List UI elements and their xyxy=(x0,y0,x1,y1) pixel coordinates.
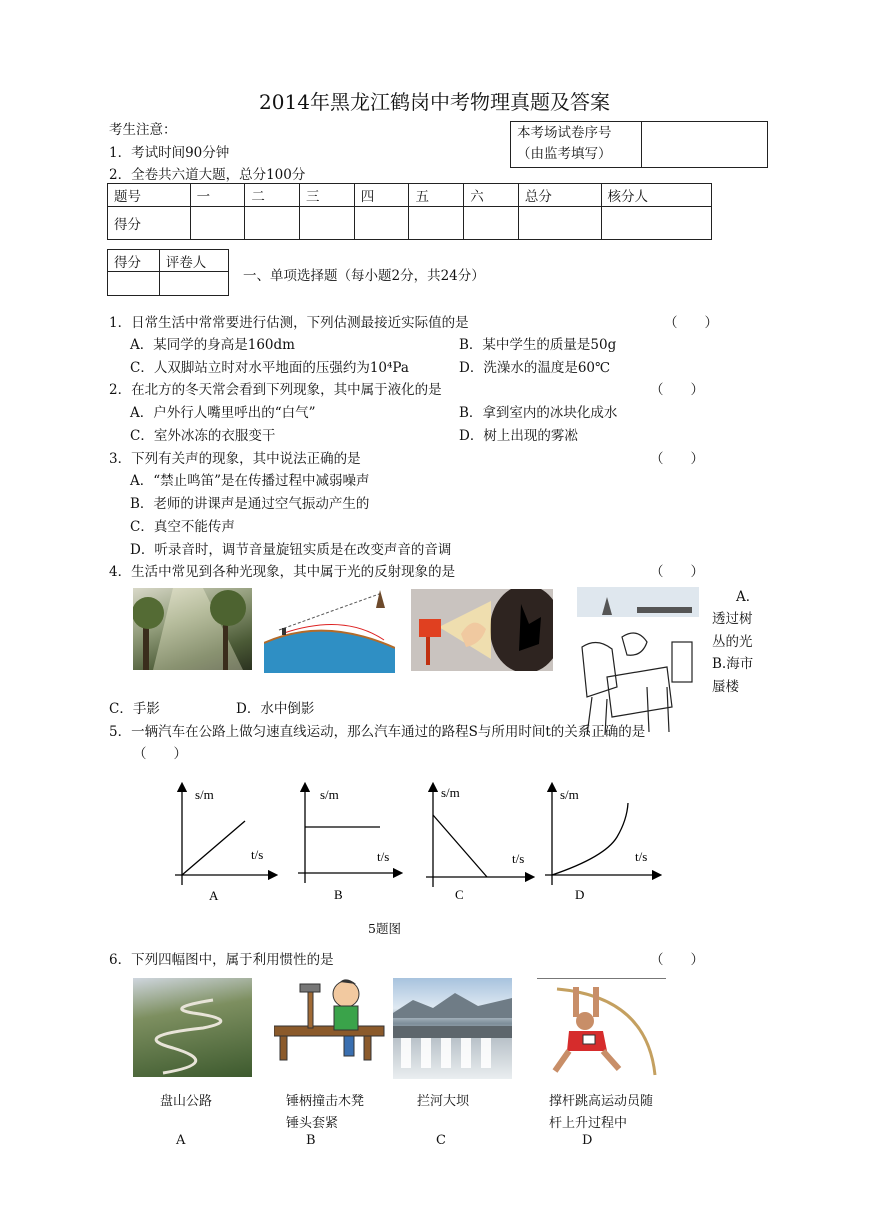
q1-option-d: D．洗澡水的温度是60℃ xyxy=(459,360,611,376)
q1-option-b: B．某中学生的质量是50g xyxy=(459,337,617,353)
q2-option-d: D．树上出现的雾凇 xyxy=(459,428,578,444)
graph-d-xlabel: t/s xyxy=(635,849,648,864)
q6-letter-d: D xyxy=(582,1133,593,1148)
q3-answer-paren[interactable]: （ ） xyxy=(650,451,704,467)
score-header-cell: 二 xyxy=(245,184,300,207)
grader-name-label: 评卷人 xyxy=(159,250,228,272)
graph-c xyxy=(426,785,530,902)
q3-option-a: A．“禁止鸣笛”是在传播过程中减弱噪声 xyxy=(130,473,370,489)
score-header-cell: 一 xyxy=(190,184,245,207)
q6-caption-a: 盘山公路 xyxy=(160,1094,213,1109)
q4-side-a-label: A． xyxy=(736,589,760,605)
graph-b-letter: B xyxy=(334,887,343,902)
q2-stem: 2．在北方的冬天常会看到下列现象，其中属于液化的是 xyxy=(109,382,442,398)
q6-stem: 6．下列四幅图中，属于利用惯性的是 xyxy=(109,952,334,968)
score-cell[interactable] xyxy=(354,207,409,240)
hammer-bench-image xyxy=(274,978,391,1062)
graph-a xyxy=(175,787,273,903)
mirage-diagram-image xyxy=(264,588,395,673)
q5-graphs xyxy=(165,775,675,910)
graph-a-letter: A xyxy=(209,888,219,903)
graph-d-letter: D xyxy=(575,887,585,902)
q1-answer-paren[interactable]: （ ） xyxy=(664,315,718,331)
page-title: 2014年黑龙江鹤岗中考物理真题及答案 xyxy=(259,90,610,114)
hammer-icon xyxy=(274,978,391,1062)
q4-side-a-text1: 透过树 xyxy=(712,611,753,627)
q3-option-c: C．真空不能传声 xyxy=(130,519,235,535)
graph-c-letter: C xyxy=(455,887,464,902)
graph-a-xlabel: t/s xyxy=(251,847,264,862)
q6-caption-b2: 锤头套紧 xyxy=(286,1116,339,1131)
score-cell[interactable] xyxy=(409,207,464,240)
q4-side-b-text2: 蜃楼 xyxy=(712,679,739,695)
score-header-cell: 六 xyxy=(464,184,519,207)
q6-caption-d2: 杆上升过程中 xyxy=(549,1116,628,1131)
q2-option-c: C．室外冰冻的衣服变干 xyxy=(130,428,276,444)
seat-number-box xyxy=(510,121,768,168)
graph-b xyxy=(298,787,398,902)
q6-caption-d: 撑杆跳高运动员随 xyxy=(549,1094,654,1109)
q4-option-c: C．手影 xyxy=(109,701,160,717)
score-cell[interactable] xyxy=(245,207,300,240)
q6-answer-paren[interactable]: （ ） xyxy=(650,952,704,968)
graph-b-ylabel: s/m xyxy=(320,787,339,802)
score-cell[interactable] xyxy=(601,207,712,240)
q4-stem: 4．生活中常见到各种光现象，其中属于光的反射现象的是 xyxy=(109,564,456,580)
mirage-icon xyxy=(264,588,395,673)
sunlight-through-trees-image xyxy=(133,588,252,670)
score-header-cell: 总分 xyxy=(518,184,601,207)
dam-icon xyxy=(393,978,512,1079)
q6-letter-b: B xyxy=(306,1133,316,1148)
q5-figure-caption: 5题图 xyxy=(368,921,401,936)
q1-stem: 1．日常生活中常常要进行估测，下列估测最接近实际值的是 xyxy=(109,315,469,331)
grader-score-label: 得分 xyxy=(108,250,160,272)
reflection-cartoon-image xyxy=(577,587,699,737)
q6-caption-c: 拦河大坝 xyxy=(417,1094,470,1109)
score-header-cell: 五 xyxy=(409,184,464,207)
notice-heading: 考生注意： xyxy=(109,122,177,138)
graph-b-xlabel: t/s xyxy=(377,849,390,864)
sunbeam-icon xyxy=(133,588,252,670)
pole-vault-image xyxy=(537,978,666,1077)
score-cell[interactable] xyxy=(464,207,519,240)
water-reflection-icon xyxy=(577,587,699,737)
q1-option-c: C．人双脚站立时对水平地面的压强约为10⁴Pa xyxy=(130,360,409,376)
q4-side-a-text2: 丛的光 xyxy=(712,634,753,650)
q4-answer-paren[interactable]: （ ） xyxy=(650,564,704,580)
q3-stem: 3．下列有关声的现象，其中说法正确的是 xyxy=(109,451,361,467)
q2-option-b: B．拿到室内的冰块化成水 xyxy=(459,405,618,421)
q4-option-d: D．水中倒影 xyxy=(236,701,315,717)
graph-d xyxy=(545,787,657,902)
q4-side-b-text1: B.海市 xyxy=(712,656,754,672)
section1-title: 一、单项选择题（每小题2分，共24分） xyxy=(243,268,485,284)
q6-letter-a: A xyxy=(176,1133,186,1148)
pole-vault-icon xyxy=(537,979,666,1077)
grader-table xyxy=(107,249,229,296)
score-header-cell: 题号 xyxy=(108,184,191,207)
score-header-cell: 核分人 xyxy=(601,184,712,207)
notice-item-1: 1．考试时间90分钟 xyxy=(109,145,230,161)
q5-stem: 5．一辆汽车在公路上做匀速直线运动，那么汽车通过的路程S与所用时间t的关系正确的是 xyxy=(109,724,646,740)
score-header-cell: 四 xyxy=(354,184,409,207)
seat-box-line1: 本考场试卷序号 xyxy=(517,125,612,141)
hand-shadow-icon xyxy=(411,589,553,671)
score-table xyxy=(107,183,712,240)
q1-option-a: A．某同学的身高是160dm xyxy=(130,337,295,353)
graph-d-ylabel: s/m xyxy=(560,787,579,802)
graph-c-xlabel: t/s xyxy=(512,851,525,866)
grader-name-cell[interactable] xyxy=(159,272,228,296)
q6-letter-c: C xyxy=(436,1133,446,1148)
mountain-road-image xyxy=(133,978,252,1077)
seat-box-line2: （由监考填写） xyxy=(517,146,612,162)
q3-option-d: D．听录音时，调节音量旋钮实质是在改变声音的音调 xyxy=(130,542,452,558)
notice-item-2: 2．全卷共六道大题，总分100分 xyxy=(109,167,306,183)
score-cell[interactable] xyxy=(190,207,245,240)
q2-option-a: A．户外行人嘴里呼出的“白气” xyxy=(130,405,316,421)
grader-score-cell[interactable] xyxy=(108,272,160,296)
score-header-cell: 三 xyxy=(300,184,355,207)
q5-answer-paren[interactable]: （ ） xyxy=(133,746,187,762)
score-cell[interactable] xyxy=(300,207,355,240)
hand-shadow-image xyxy=(411,589,553,671)
q6-caption-b: 锤柄撞击木凳 xyxy=(286,1094,365,1109)
dam-image xyxy=(393,978,512,1079)
score-row-label: 得分 xyxy=(108,207,191,240)
graph-c-ylabel: s/m xyxy=(441,785,460,800)
score-cell[interactable] xyxy=(518,207,601,240)
q3-option-b: B．老师的讲课声是通过空气振动产生的 xyxy=(130,496,370,512)
graph-a-ylabel: s/m xyxy=(195,787,214,802)
mountain-road-icon xyxy=(133,978,252,1077)
seat-number-field[interactable] xyxy=(642,122,768,168)
q2-answer-paren[interactable]: （ ） xyxy=(650,382,704,398)
